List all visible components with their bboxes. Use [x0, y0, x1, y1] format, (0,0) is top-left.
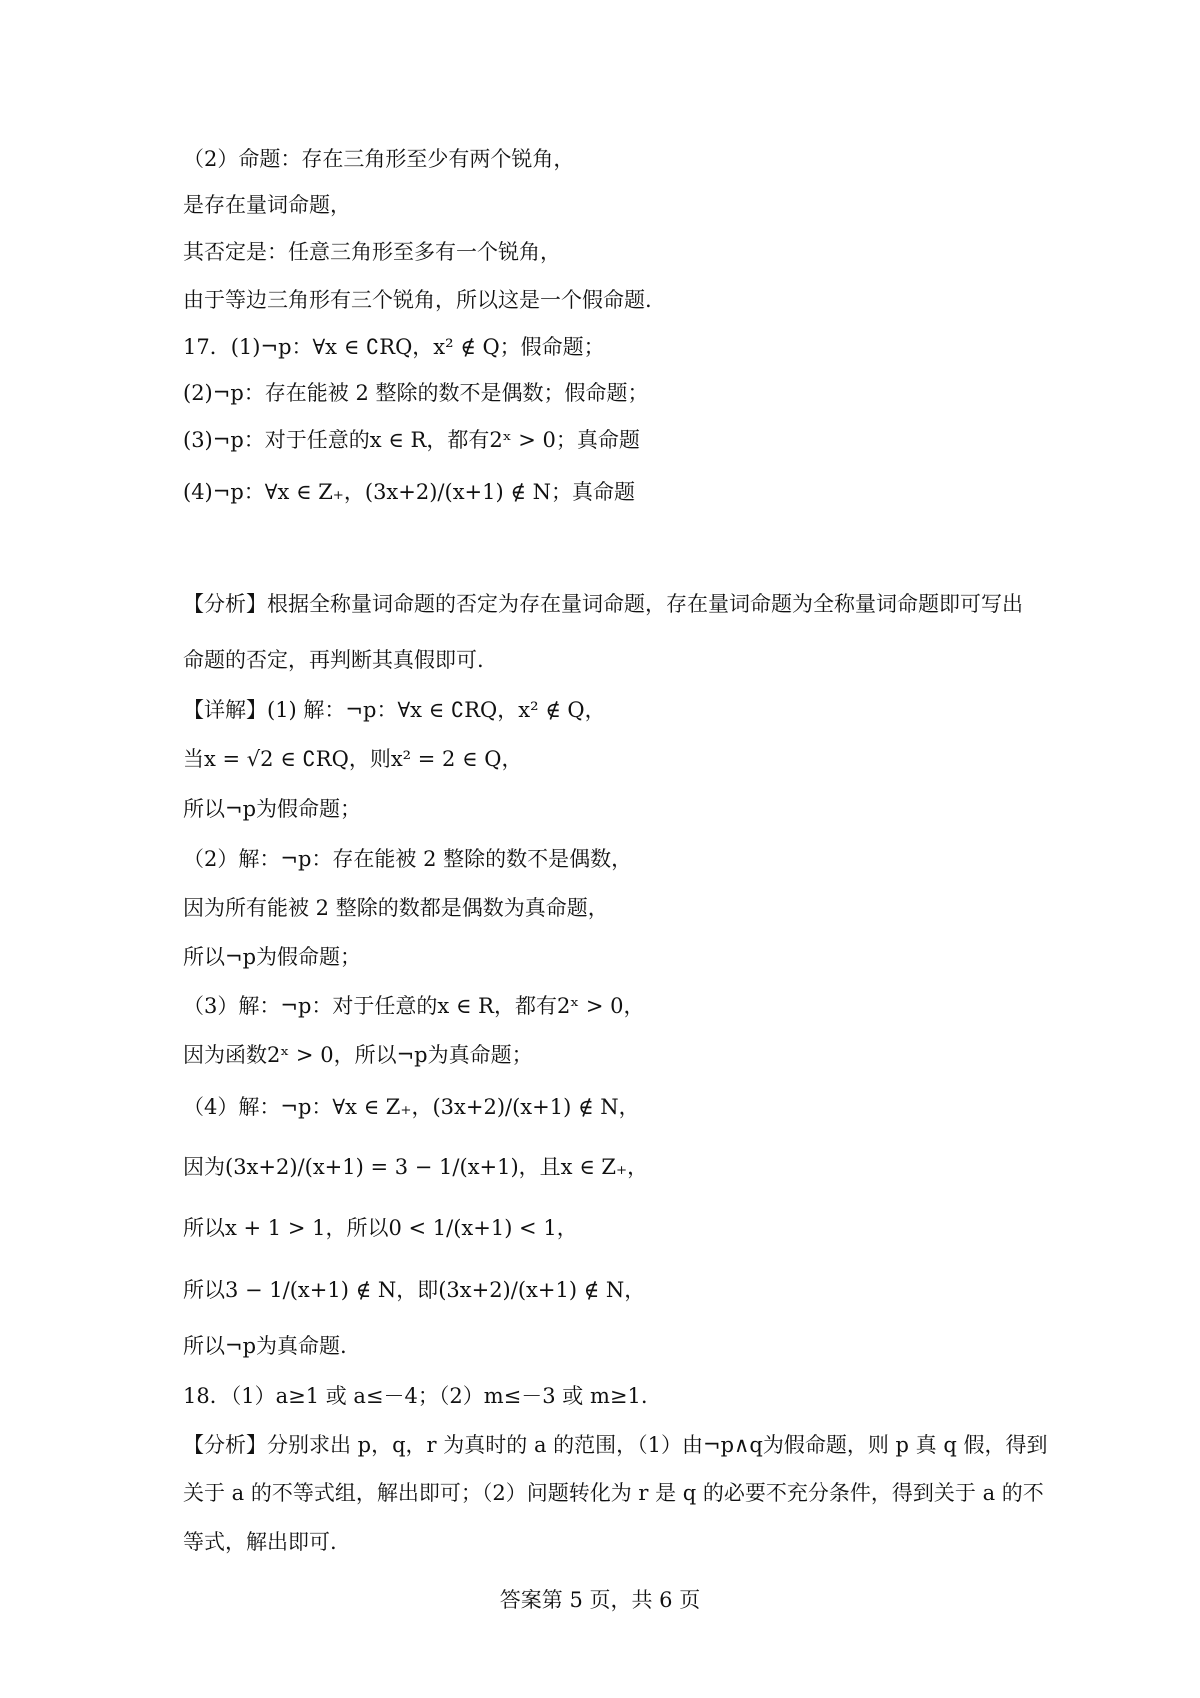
page-footer: 答案第 5 页，共 6 页 — [499, 1588, 701, 1612]
text-line: （2）命题：存在三角形至少有两个锐角， — [183, 147, 575, 171]
text-line: 所以3 − 1/(x+1) ∉ N，即(3x+2)/(x+1) ∉ N， — [183, 1278, 646, 1302]
text-line: 【分析】分别求出 p，q，r 为真时的 a 的范围，（1）由¬p∧q为假命题，则 p 真 q 假，得到 — [183, 1433, 1048, 1457]
text-line: 18．（1）a≥1 或 a≤－4；（2）m≤－3 或 m≥1. — [183, 1384, 648, 1408]
text-line: 当x = √2 ∈ ∁RQ，则x² = 2 ∈ Q， — [183, 747, 523, 771]
text-line: 所以¬p为假命题； — [183, 797, 362, 821]
text-line: 命题的否定，再判断其真假即可. — [183, 648, 484, 672]
text-line: （3）解：¬p：对于任意的x ∈ R，都有2ˣ > 0， — [183, 994, 645, 1018]
text-line: 等式，解出即可. — [183, 1530, 337, 1554]
text-line: 其否定是：任意三角形至多有一个锐角， — [183, 240, 561, 264]
text-line: 所以x + 1 > 1，所以0 < 1/(x+1) < 1， — [183, 1216, 578, 1240]
text-line: 【分析】根据全称量词命题的否定为存在量词命题，存在量词命题为全称量词命题即可写出 — [183, 592, 1023, 616]
text-line: （2）解：¬p：存在能被 2 整除的数不是偶数， — [183, 847, 633, 871]
text-line: (2)¬p：存在能被 2 整除的数不是偶数；假命题； — [183, 381, 649, 405]
text-line: 所以¬p为真命题. — [183, 1334, 347, 1358]
text-line: (3)¬p：对于任意的x ∈ R，都有2ˣ > 0；真命题 — [183, 428, 640, 452]
text-line: 因为函数2ˣ > 0，所以¬p为真命题； — [183, 1043, 533, 1067]
text-line: 由于等边三角形有三个锐角，所以这是一个假命题. — [183, 288, 652, 312]
text-line: 因为所有能被 2 整除的数都是偶数为真命题， — [183, 896, 609, 920]
text-line: 所以¬p为假命题； — [183, 945, 362, 969]
text-line: 关于 a 的不等式组，解出即可；（2）问题转化为 r 是 q 的必要不充分条件，得到关于 a 的不 — [183, 1481, 1044, 1505]
text-line: 是存在量词命题， — [183, 193, 351, 217]
text-line: 因为(3x+2)/(x+1) = 3 − 1/(x+1)，且x ∈ Z₊， — [183, 1155, 649, 1179]
text-line: (4)¬p：∀x ∈ Z₊，(3x+2)/(x+1) ∉ N；真命题 — [183, 480, 635, 504]
text-line: 【详解】(1) 解：¬p：∀x ∈ ∁RQ，x² ∉ Q， — [183, 698, 606, 722]
text-line: （4）解：¬p：∀x ∈ Z₊，(3x+2)/(x+1) ∉ N， — [183, 1095, 640, 1119]
text-line: 17．(1)¬p：∀x ∈ ∁RQ，x² ∉ Q；假命题； — [183, 335, 605, 359]
